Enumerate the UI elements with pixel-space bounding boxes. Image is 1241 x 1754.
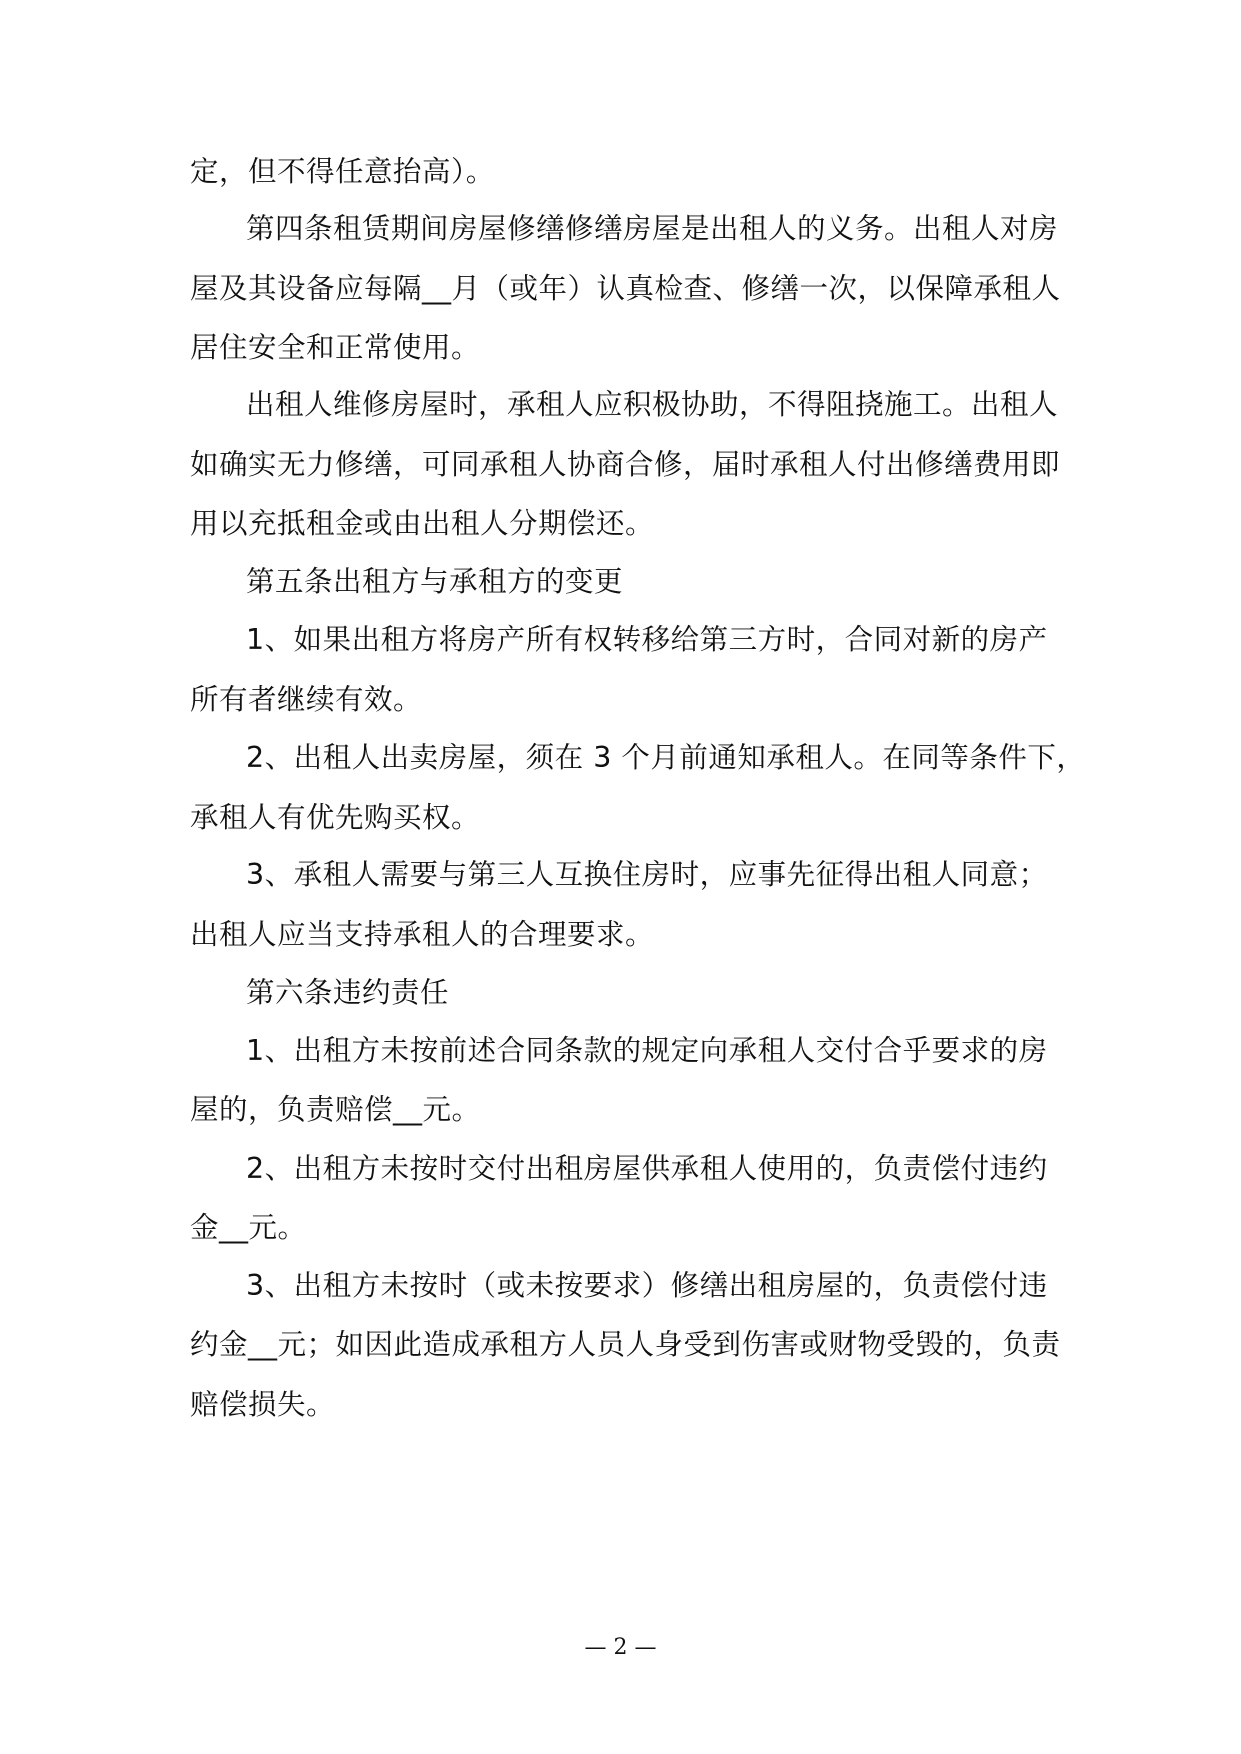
text-line: 屋的，负责赔偿__元。 [190, 1093, 481, 1126]
text-line: 2、出租人出卖房屋，须在 3 个月前通知承租人。在同等条件下， [246, 741, 1086, 774]
text-line: 金__元。 [190, 1211, 307, 1244]
page-number: — 2 — [584, 1635, 657, 1660]
text-line: 居住安全和正常使用。 [190, 331, 481, 364]
text-line: 赔偿损失。 [190, 1388, 336, 1421]
text-line: 第六条违约责任 [246, 976, 450, 1009]
text-line: 如确实无力修缮，可同承租人协商合修，届时承租人付出修缮费用即 [190, 448, 1061, 481]
text-line: 定，但不得任意抬高）。 [190, 155, 495, 188]
text-line: 屋及其设备应每隔__月（或年）认真检查、修缮一次，以保障承租人 [190, 272, 1061, 305]
text-line: 3、承租人需要与第三人互换住房时，应事先征得出租人同意； [246, 858, 1048, 891]
text-line: 约金__元；如因此造成承租方人员人身受到伤害或财物受毁的，负责 [190, 1328, 1061, 1361]
text-line: 1、出租方未按前述合同条款的规定向承租人交付合乎要求的房 [246, 1034, 1048, 1067]
text-line: 用以充抵租金或由出租人分期偿还。 [190, 507, 655, 540]
text-line: 出租人应当支持承租人的合理要求。 [190, 918, 655, 951]
text-line: 所有者继续有效。 [190, 683, 423, 716]
text-line: 2、出租方未按时交付出租房屋供承租人使用的，负责偿付违约 [246, 1152, 1048, 1185]
text-line: 3、出租方未按时（或未按要求）修缮出租房屋的，负责偿付违 [246, 1269, 1048, 1302]
text-line: 第五条出租方与承租方的变更 [246, 565, 624, 598]
text-line: 第四条租赁期间房屋修缮修缮房屋是出租人的义务。出租人对房 [246, 212, 1059, 245]
text-line: 1、如果出租方将房产所有权转移给第三方时，合同对新的房产 [246, 623, 1048, 656]
text-line: 承租人有优先购买权。 [190, 801, 481, 834]
text-line: 出租人维修房屋时，承租人应积极协助，不得阻挠施工。出租人 [246, 388, 1059, 421]
